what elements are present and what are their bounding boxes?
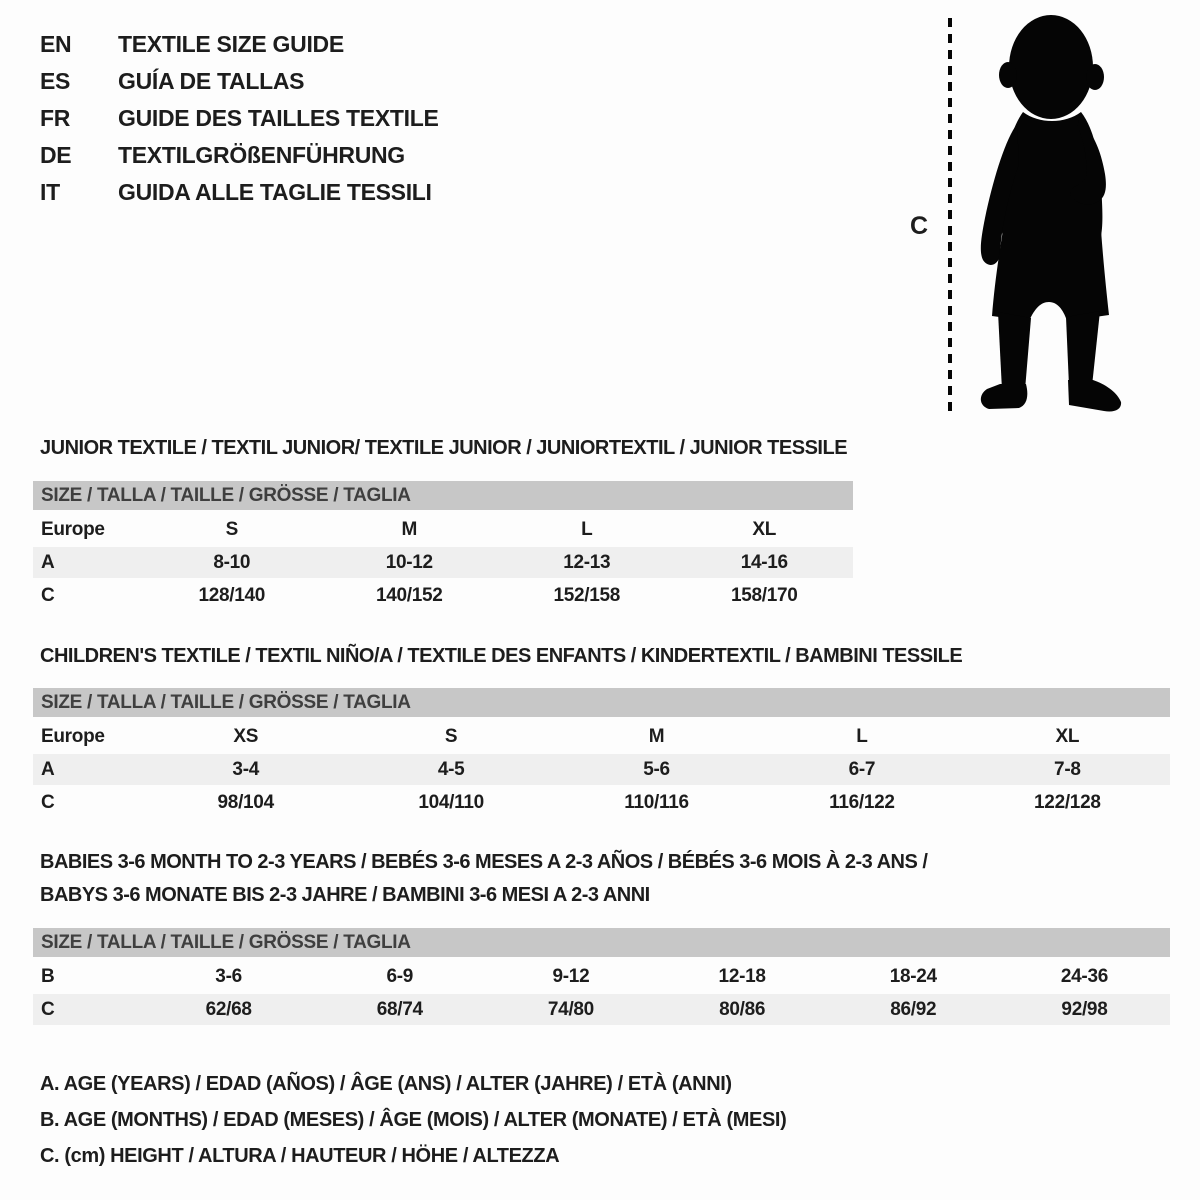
- table-row: [33, 721, 1170, 752]
- table-row: [33, 580, 853, 611]
- table-cell: 8-10: [213, 551, 251, 573]
- table-cell: 24-36: [1060, 965, 1108, 987]
- toddler-silhouette-svg: [965, 12, 1147, 420]
- language-row: [40, 137, 439, 174]
- legend-line: C. (cm) HEIGHT / ALTURA / HAUTEUR / HÖHE / ALTEZZA: [40, 1145, 560, 1167]
- table-cell: 128/140: [198, 584, 266, 606]
- row-label: A: [41, 551, 55, 573]
- table-cell: 122/128: [1034, 791, 1101, 813]
- table-cell: 6-9: [386, 965, 414, 987]
- table-cell: 5-6: [643, 758, 670, 780]
- table-cell: 7-8: [1054, 758, 1081, 780]
- language-code: EN: [40, 31, 72, 57]
- table-cell: 74/80: [547, 998, 594, 1020]
- table-cell: XL: [1055, 725, 1080, 747]
- size-header-bar: [33, 928, 1170, 957]
- size-header-label: SIZE / TALLA / TAILLE / GRÖSSE / TAGLIA: [41, 691, 411, 713]
- section-title: [40, 640, 962, 673]
- section-title-line: JUNIOR TEXTILE / TEXTIL JUNIOR/ TEXTILE JUNIOR / JUNIORTEXTIL / JUNIOR TESSILE: [40, 437, 848, 459]
- size-table: [33, 481, 853, 611]
- table-row: [33, 754, 1170, 785]
- section-title-line: CHILDREN'S TEXTILE / TEXTIL NIÑO/A / TEXTILE DES ENFANTS / KINDERTEXTIL / BAMBINI TESSILE: [40, 645, 963, 667]
- language-code: DE: [40, 142, 72, 168]
- table-cell: 12-13: [563, 551, 611, 573]
- section-title: [40, 432, 847, 465]
- size-header-bar: [33, 688, 1170, 717]
- language-title-block: [40, 26, 439, 211]
- language-guide-title: GUIDE DES TAILLES TEXTILE: [118, 105, 439, 131]
- row-label: A: [41, 758, 55, 780]
- size-header-bar: [33, 481, 853, 510]
- section-title: [40, 846, 927, 912]
- language-guide-title: TEXTILE SIZE GUIDE: [118, 31, 344, 57]
- language-row: [40, 26, 439, 63]
- table-cell: 116/122: [829, 791, 895, 813]
- table-row: [33, 994, 1170, 1025]
- table-cell: M: [401, 518, 418, 540]
- table-cell: 62/68: [205, 998, 252, 1020]
- table-cell: 10-12: [385, 551, 433, 573]
- size-table: [33, 688, 1170, 818]
- table-cell: S: [225, 518, 238, 540]
- row-label: Europe: [41, 518, 105, 540]
- table-cell: 12-18: [718, 965, 766, 987]
- language-row: [40, 100, 439, 137]
- language-row: [40, 174, 439, 211]
- language-code: IT: [40, 179, 60, 205]
- language-guide-title: GUIDA ALLE TAGLIE TESSILI: [118, 179, 432, 205]
- table-cell: 9-12: [552, 965, 590, 987]
- table-cell: 140/152: [375, 584, 443, 606]
- size-table: [33, 928, 1170, 1025]
- table-cell: 4-5: [437, 758, 465, 780]
- table-cell: 92/98: [1061, 998, 1108, 1020]
- table-cell: 104/110: [418, 791, 484, 813]
- toddler-silhouette-icon: [965, 12, 1147, 420]
- height-measure-dashed-line: [948, 18, 952, 416]
- table-cell: 3-6: [215, 965, 242, 987]
- table-cell: 3-4: [232, 758, 259, 780]
- table-cell: XS: [233, 725, 259, 747]
- table-cell: S: [444, 725, 458, 747]
- section-title-line: BABYS 3-6 MONATE BIS 2-3 JAHRE / BAMBINI 3-6 MESI A 2-3 ANNI: [40, 884, 650, 906]
- table-row: [33, 514, 853, 545]
- language-guide-title: GUÍA DE TALLAS: [118, 68, 305, 94]
- table-row: [33, 547, 853, 578]
- table-cell: L: [581, 518, 593, 540]
- language-code: FR: [40, 105, 71, 131]
- table-cell: 158/170: [730, 584, 798, 606]
- table-cell: 98/104: [217, 791, 274, 813]
- height-measure-label: C: [910, 212, 929, 240]
- size-header-label: SIZE / TALLA / TAILLE / GRÖSSE / TAGLIA: [41, 484, 411, 506]
- language-code: ES: [40, 68, 71, 94]
- legend-line: A. AGE (YEARS) / EDAD (AÑOS) / ÂGE (ANS) / ALTER (JAHRE) / ETÀ (ANNI): [40, 1073, 732, 1095]
- table-cell: M: [648, 725, 665, 747]
- language-guide-title: TEXTILGRÖßENFÜHRUNG: [118, 142, 405, 168]
- table-cell: 86/92: [890, 998, 937, 1020]
- table-cell: L: [856, 725, 868, 747]
- table-cell: 80/86: [719, 998, 766, 1020]
- section-title-line: BABIES 3-6 MONTH TO 2-3 YEARS / BEBÉS 3-6 MESES A 2-3 AÑOS / BÉBÉS 3-6 MOIS À 2-3 ANS /: [40, 851, 928, 873]
- row-label: B: [41, 965, 55, 987]
- table-row: [33, 787, 1170, 818]
- table-cell: 110/116: [624, 791, 689, 813]
- table-cell: 152/158: [553, 584, 621, 606]
- row-label: C: [41, 998, 55, 1020]
- table-cell: XL: [752, 518, 777, 540]
- table-cell: 14-16: [740, 551, 788, 573]
- row-label: C: [41, 791, 55, 813]
- size-header-label: SIZE / TALLA / TAILLE / GRÖSSE / TAGLIA: [41, 931, 411, 953]
- row-label: Europe: [41, 725, 105, 747]
- row-label: C: [41, 584, 55, 606]
- legend-notes: [40, 1066, 786, 1174]
- table-cell: 18-24: [889, 965, 937, 987]
- language-row: [40, 63, 439, 100]
- legend-line: B. AGE (MONTHS) / EDAD (MESES) / ÂGE (MOIS) / ALTER (MONATE) / ETÀ (MESI): [40, 1109, 787, 1131]
- table-cell: 6-7: [848, 758, 876, 780]
- table-row: [33, 961, 1170, 992]
- table-cell: 68/74: [376, 998, 423, 1020]
